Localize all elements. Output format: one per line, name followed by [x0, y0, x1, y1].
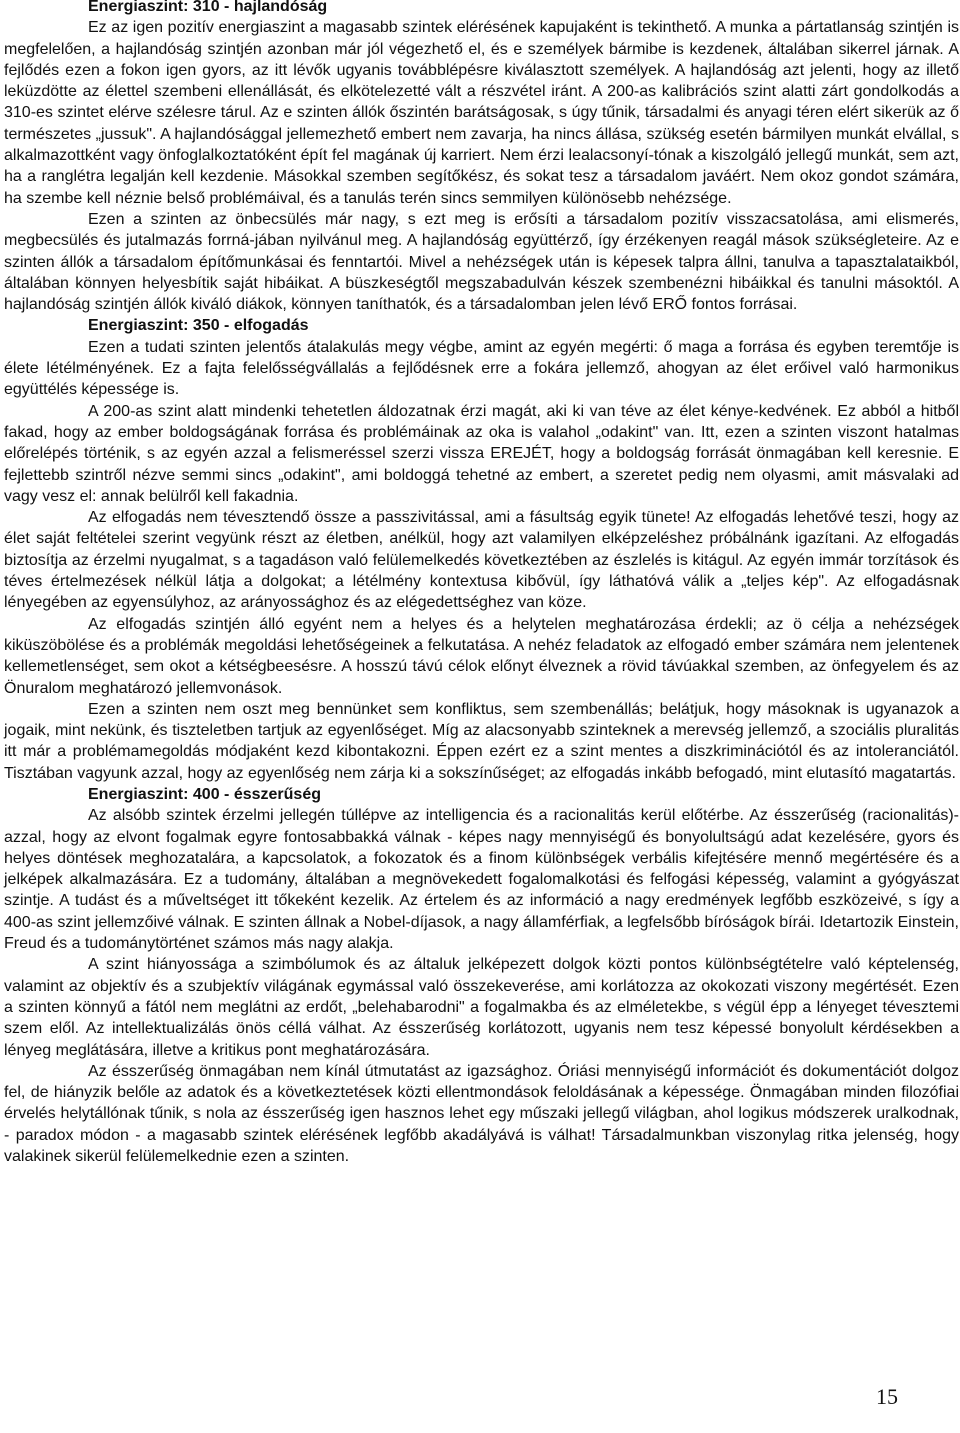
section-heading: Energiaszint: 350 - elfogadás	[88, 317, 309, 335]
section-esszeruseg	[4, 784, 959, 1167]
paragraph: A 200-as szint alatt mindenki tehetetlen áldozatnak érzi magát, aki ki van téve az élet kénye-kedvének. Ez abból a hitből fakad, hogy az ember boldogságának forrása és problémáinak az oka is valahol „odakint" van. Itt, ezen a szinten viszont hatalmas előrelépés történik, s az egyén azzal a felismeréssel szerzi vissza EREJÉT, hogy a boldogság forrását önmagában kell keresnie. E fejlettebb szintről nézve semmi sincs „odakint", ami boldoggá tehetné az embert, a szeretet pedig nem olyasmi, amit másvalaki ad vagy vesz el: annak belülről kell fakadnia.	[4, 402, 959, 505]
section-heading: Energiaszint: 310 - hajlandóság	[88, 0, 328, 15]
paragraph: Az ésszerűség önmagában nem kínál útmutatást az igazsághoz. Óriási mennyiségű információt és dokumentációt dolgoz fel, de hiányzik belőle az adatok és a következtetések közti ellentmondások feloldásának a képessége. Önmagában minden filozófiai érvelés helytállónak tűnik, s nola az ésszerűség igen hasznos lehet egy műszaki jellegű világban, ahol logikus módszerek uralkodnak, - paradox módon - a magasabb szintek elérésének legfőbb akadályává is válhat! Társadalmunkban viszonylag ritka jelenség, hogy valakinek sikerül felülemelkednie ezen a szinten.	[4, 1062, 959, 1166]
paragraph: Az elfogadás szintjén álló egyént nem a helyes és a helytelen meghatározása érdekli; az ö célja a nehézségek kiküszöbölése és a problémák megoldási lehetőségeinek a felkutatása. A nehéz feladatok az elfogadó ember számára nem jelentenek kellemetlenséget, sem okot a kétségbeesésre. A hosszú távú célok előnyt élveznek a rövid távúakkal szemben, az önfegyelem és az Önuralom meghatározó jellemvonások.	[4, 615, 959, 697]
paragraph: Ez az igen pozitív energiaszint a magasabb szintek elérésének kapujaként is tekinthető. A munka a pártatlanság szintjén is megfelelően, a hajlandóság szintjén azonban már jól végezhető el, és e személyek bármibe is kezdenek, általában sikerrel járnak. A fejlődés ezen a fokon igen gyors, az itt lévők ugyanis továbblépésre kiválasztott személyek. A hajlandóság azt jelenti, hogy az illető leküzdötte az élettel szembeni ellenállását, és elkötelezetté vált a részvétel iránt. A 200-as kalibrációs szint alatti zárt gondolkodás a 310-es szintet elérve szélesre tárul. Az e szinten állók őszintén barátságosak, s úgy tűnik, társadalmi és anyagi téren elért sikerük az ő természetes „jussuk". A hajlandósággal jellemezhető embert nem zavarja, ha nincs állása, szükség esetén bármilyen munkát elvállal, s alkalmazottként vagy önfoglalkoztatóként épít fel magának új karriert. Nem érzi lealacsonyí-tónak a kiszolgáló jellegű munkát, sem azt, ha a ranglétra legalján kell kezdenie. Másokkal szemben segítőkész, és sokat tesz a társadalom javáért. Nem okoz gondot számára, ha szembe kell néznie belső problémáival, és a tanulás terén sincs semmilyen különösebb nehézsége.	[4, 19, 959, 207]
paragraph: Az alsóbb szintek érzelmi jellegén túllépve az intelligencia és a racionalitás kerül előtérbe. Az ésszerűség (racionalitás)-azzal, hogy az elvont fogalmak egyre fontosabbakká válnak - képes nagy mennyiségű és bonyolultságú adat kezelésére, gyors és helyes döntések meghozatalára, a kapcsolatok, a fokozatok és a finom különbségek verbális kifejtésére mennő megértésére és a jelképek alkalmazására. Ez a tudomány, általában a megnövekedett fogalomalkotási és felfogási képesség, valamint a gyógyászat szintje. A tudást és a műveltséget itt tőkeként kezelik. Az értelem és az információ a nagy eredmények legfőbb eszközeivé, s így a 400-as szint jellemzőivé válnak. E szinten állnak a Nobel-díjasok, a nagy államférfiak, a legfelsőbb bíróságok bírái. Idetartozik Einstein, Freud és a tudománytörténet számos más nagy alakja.	[4, 807, 959, 953]
paragraph: Ezen a szinten nem oszt meg bennünket sem konfliktus, sem szembenállás; belátjuk, hogy másoknak is ugyanazok a jogaik, mint nekünk, és tiszteletben tartjuk az egyenlőséget. Míg az alacsonyabb szinteknek a merevség jellemző, a szociális pluralitás itt már a problémamegoldás módjaként kezd kibontakozni. Éppen ezért ez a szint mentes a diszkriminációtól és az intoleranciától. Tisztában vagyunk azzal, hogy az egyenlőség nem zárja ki a sokszínűséget; az elfogadás inkább befogadó, mint elutasító magatartás.	[4, 700, 959, 782]
paragraph: Az elfogadás nem tévesztendő össze a passzivitással, ami a fásultság egyik tünete! Az elfogadás lehetővé teszi, hogy az élet saját feltételei szerint vegyünk részt az életben, anélkül, hogy azt valamilyen elképzeléshez próbálnánk igazítani. Az elfogadás biztosítja az érzelmi nyugalmat, s a tagadáson való felülemelkedés következtében az észlelés is kitágul. Az egyén immár torzítások és téves értelmezések nélkül látja a dolgokat; a létélmény kontextusa kibővül, így láthatóvá válik a „teljes kép". Az elfogadásnak lényegében az egyensúlyhoz, az arányossághoz és az elégedettséghez van köze.	[4, 509, 959, 612]
document-page	[4, 0, 959, 1167]
section-hajlandosag	[4, 0, 959, 315]
paragraph: A szint hiányossága a szimbólumok és az általuk jelképezett dolgok közti pontos különbségtételre való képtelenség, valamint az objektív és a szubjektív világának egymással való összekeverése, ami korlátozza az okokozati viszony megértését. Ezen a szinten könnyű a fától nem meglátni az erdőt, „belehabarodni" a fogalmakba és az elméletekbe, s végül épp a lényeget tévesztemi szem elől. Az intellektualizálás önös céllá válhat. Az ésszerűség korlátozott, ugyanis nem tesz képessé bonyolult kérdésekben a lényeg meglátására, illetve a kritikus pont meghatározására.	[4, 956, 959, 1059]
section-elfogadas	[4, 315, 959, 784]
paragraph: Ezen a tudati szinten jelentős átalakulás megy végbe, amint az egyén megérti: ő maga a forrása és egyben teremtője is élete létélményének. Ez a fajta felelősségvállalás a fejlődésnek erre a fokára jellemző, ahogyan az élet erőivel való harmonikus együttélés képessége is.	[4, 338, 959, 399]
section-heading: Energiaszint: 400 - ésszerűség	[88, 785, 321, 803]
paragraph: Ezen a szinten az önbecsülés már nagy, s ezt meg is erősíti a társadalom pozitív visszacsatolása, ami elismerés, megbecsülés és jutalmazás forrná-jában nyilvánul meg. A hajlandóság együttérző, így érzékenyen reagál mások szükségleteire. Az e szinten állók a társadalom építőmunkásai és fenntartói. Mivel a nehézségek után is képesek talpra állni, tanulva a tapasztalataikból, általában könnyen helyesbítik saját hibáikat. A büszkeségtől megszabadulván készek szembenézni hibáikkal és tanulni másoktól. A hajlandóság szintjén állók kiváló diákok, könnyen taníthatók, és a társadalomban jelen lévő ERŐ fontos forrásai.	[4, 210, 959, 314]
page-number: 15	[876, 1384, 898, 1409]
